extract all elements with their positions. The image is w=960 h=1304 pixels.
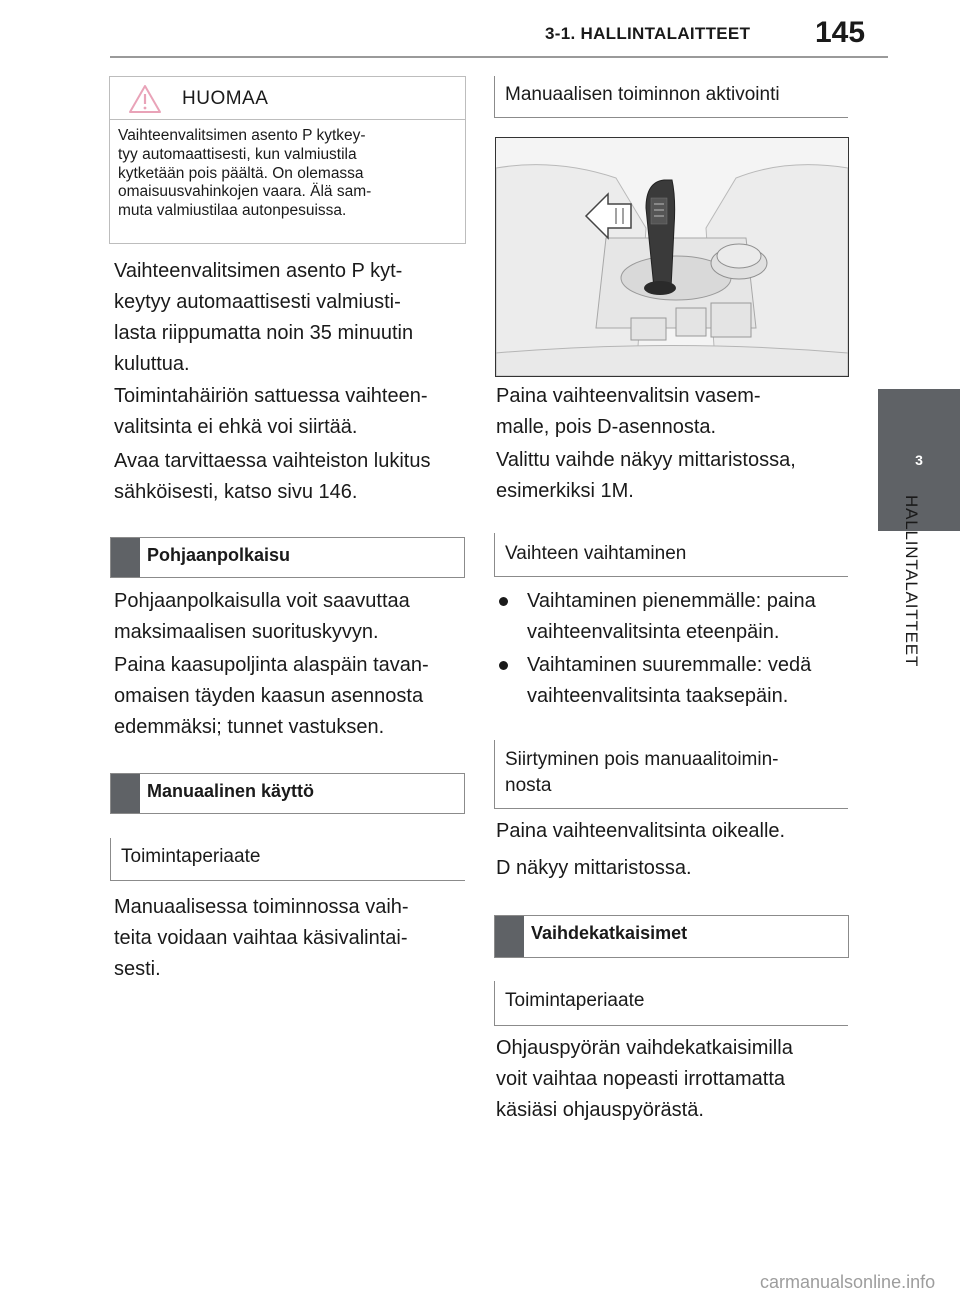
text-line: voit vaihtaa nopeasti irrottamatta bbox=[496, 1068, 786, 1090]
paragraph-exit bbox=[496, 816, 785, 847]
text-line: Paina vaihteenvalitsin vasem- bbox=[496, 385, 761, 407]
heading-paddles bbox=[494, 915, 849, 958]
heading-bar bbox=[111, 774, 140, 813]
paragraph-malfunction bbox=[114, 381, 428, 443]
heading-bar bbox=[111, 538, 140, 577]
subheading-label: Siirtyminen pois manuaalitoimin- bbox=[505, 749, 779, 770]
heading-bar bbox=[495, 916, 524, 957]
paragraph-manual bbox=[114, 892, 409, 985]
warning-line: omaisuusvahinkojen vaara. Älä sam- bbox=[118, 183, 372, 201]
text-line: Manuaalisessa toiminnossa vaih- bbox=[114, 896, 409, 918]
paragraph-activate-2 bbox=[496, 445, 796, 507]
subheading-label: Toimintaperiaate bbox=[121, 846, 261, 867]
warning-line: Vaihteenvalitsimen asento P kytkey- bbox=[118, 127, 366, 144]
paragraph-paddles bbox=[496, 1033, 793, 1126]
warning-triangle-icon bbox=[128, 84, 162, 114]
text-line: Pohjaanpolkaisulla voit saavuttaa bbox=[114, 590, 410, 612]
text-line: vaihteenvalitsinta eteenpäin. bbox=[527, 621, 780, 643]
text-line: Ohjauspyörän vaihdekatkaisimilla bbox=[496, 1037, 793, 1059]
chapter-label-text: HALLINTALAITTEET bbox=[902, 495, 921, 668]
text-line: Vaihtaminen suuremmalle: vedä bbox=[527, 654, 812, 676]
text-line: sesti. bbox=[114, 958, 161, 980]
subheading-shift bbox=[494, 533, 848, 577]
text-line: sähköisesti, katso sivu 146. bbox=[114, 481, 358, 503]
page-number: 145 bbox=[815, 16, 866, 49]
subheading-activate bbox=[494, 76, 848, 118]
text-line: edemmäksi; tunnet vastuksen. bbox=[114, 716, 385, 738]
text-line: teita voidaan vaihtaa käsivalintai- bbox=[114, 927, 408, 949]
chapter-side-label bbox=[893, 495, 923, 705]
warning-divider bbox=[110, 119, 465, 120]
heading-label: Manuaalinen käyttö bbox=[147, 781, 315, 801]
subheading-exit-manual bbox=[494, 740, 848, 809]
subheading-label: nosta bbox=[505, 775, 552, 796]
watermark: carmanualsonline.info bbox=[760, 1272, 936, 1292]
gear-selector-illustration bbox=[495, 137, 849, 377]
text-line: Avaa tarvittaessa vaihteiston lukitus bbox=[114, 450, 431, 472]
bullet-downshift bbox=[499, 586, 839, 648]
text-line: esimerkiksi 1M. bbox=[496, 480, 634, 502]
text-line: vaihteenvalitsinta taaksepäin. bbox=[527, 685, 789, 707]
bullet-text bbox=[527, 650, 811, 712]
chapter-number: 3 bbox=[915, 452, 923, 468]
text-line: keytyy automaattisesti valmiusti- bbox=[114, 291, 401, 313]
warning-line: kytketään pois päältä. On olemassa bbox=[118, 164, 364, 182]
heading-label: Pohjaanpolkaisu bbox=[147, 545, 291, 565]
text-line: Vaihteenvalitsimen asento P kyt- bbox=[114, 260, 403, 282]
bullet-dot bbox=[499, 597, 508, 606]
text-line: käsiäsi ohjauspyörästä. bbox=[496, 1099, 704, 1121]
text-line: Valittu vaihde näkyy mittaristossa, bbox=[496, 449, 796, 471]
bullet-text bbox=[527, 586, 816, 648]
warning-box bbox=[109, 76, 466, 244]
bullet-upshift bbox=[499, 650, 839, 712]
text-line: Paina kaasupoljinta alaspäin tavan- bbox=[114, 654, 429, 676]
warning-line: muta valmiustilaa autonpesuissa. bbox=[118, 202, 347, 220]
warning-line: tyy automaattisesti, kun valmiustila bbox=[118, 145, 357, 163]
heading-kickdown bbox=[110, 537, 465, 578]
text-line: Vaihtaminen pienemmälle: paina bbox=[527, 590, 816, 612]
heading-label: Vaihdekatkaisimet bbox=[531, 923, 688, 943]
warning-title: HUOMAA bbox=[182, 88, 269, 109]
text-line: Paina vaihteenvalitsinta oikealle. bbox=[496, 820, 786, 842]
subheading-label: Toimintaperiaate bbox=[505, 990, 645, 1011]
bullet-dot bbox=[499, 661, 508, 670]
subheading-label: Vaihteen vaihtaminen bbox=[505, 543, 687, 564]
subheading-principle-right bbox=[494, 981, 848, 1026]
paragraph-kickdown-2 bbox=[114, 650, 429, 743]
paragraph-auto-park bbox=[114, 256, 413, 380]
paragraph-d-shown bbox=[496, 853, 692, 884]
text-line: kuluttua. bbox=[114, 353, 190, 375]
text-line: omaisen täyden kaasun asennosta bbox=[114, 685, 424, 707]
text-line: valitsinta ei ehkä voi siirtää. bbox=[114, 416, 358, 438]
warning-text bbox=[118, 127, 453, 221]
section-title: 3-1. HALLINTALAITTEET bbox=[545, 24, 751, 43]
heading-manual bbox=[110, 773, 465, 814]
text-line: maksimaalisen suorituskyvyn. bbox=[114, 621, 379, 643]
subheading-label: Manuaalisen toiminnon aktivointi bbox=[505, 84, 780, 105]
text-line: malle, pois D-asennosta. bbox=[496, 416, 717, 438]
paragraph-unlock bbox=[114, 446, 430, 508]
text-line: D näkyy mittaristossa. bbox=[496, 857, 692, 879]
header-rule bbox=[110, 56, 888, 58]
gear-selector-drawing bbox=[496, 138, 848, 376]
text-line: lasta riippumatta noin 35 minuutin bbox=[114, 322, 414, 344]
paragraph-kickdown-1 bbox=[114, 586, 410, 648]
paragraph-activate-1 bbox=[496, 381, 761, 443]
text-line: Toimintahäiriön sattuessa vaihteen- bbox=[114, 385, 428, 407]
subheading-principle-left bbox=[110, 838, 465, 881]
